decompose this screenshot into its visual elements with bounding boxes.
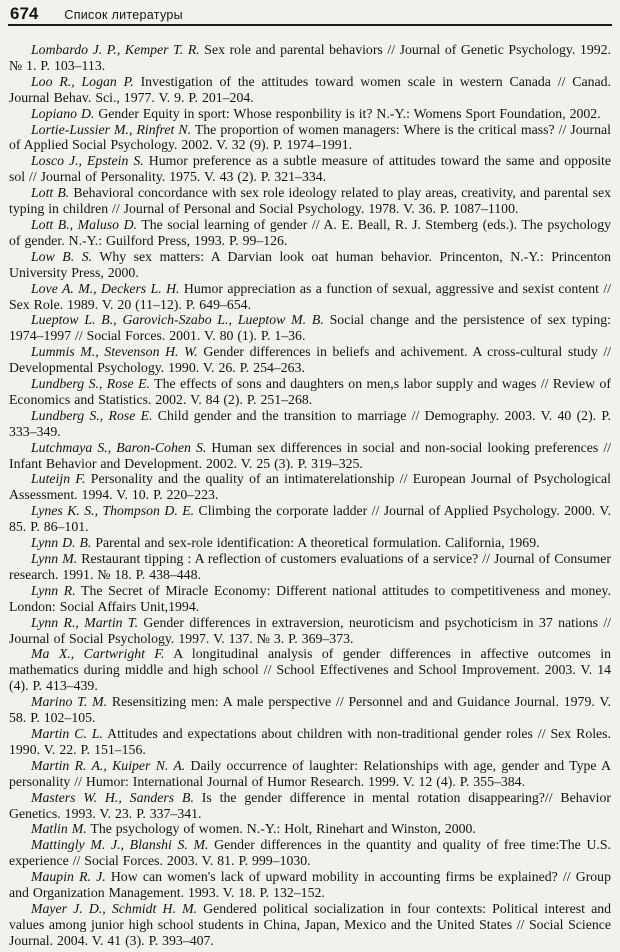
bibliography-entry [9, 249, 611, 281]
entry-authors: Lynn M. [31, 551, 78, 566]
page-number: 674 [10, 4, 39, 23]
entry-authors: Lombardo J. P., Kemper T. R. [31, 42, 200, 57]
bibliography-entry [9, 869, 611, 901]
bibliography-list [8, 42, 612, 949]
bibliography-entry [9, 837, 611, 869]
entry-text: The proportion of women managers: Where is the critical mass? // Journal of Applied Social Psychology. 2002. V. 32 (9). P. 1974–1991. [9, 121, 611, 153]
entry-authors: Loo R., Logan P. [31, 73, 134, 89]
entry-authors: Lott B., Maluso D. [31, 216, 138, 232]
entry-authors: Low B. S. [31, 248, 93, 264]
entry-authors: Lopiano D. [31, 105, 95, 121]
entry-text: Investigation of the attitudes toward women scale in western Canada // Canad. Journal Behav. Sci., 1977. V. 9. P. 201–204. [9, 73, 611, 105]
entry-text: Personality and the quality of an intimaterelationship // European Journal of Psychological Assessment. 1994. V. 10. P. 220–223. [9, 471, 611, 503]
entry-text: The effects of sons and daughters on men,s labor supply and wages // Review of Economics and Statistics. 2002. V. 84 (2). P. 251–268. [9, 376, 611, 407]
entry-authors: Ma X., Cartwright F. [31, 646, 165, 662]
entry-text: Gender Equity in sport: Whose responbility is it? N.-Y.: Womens Sport Foundation, 2002. [94, 105, 601, 121]
entry-authors: Lynn D. B. [31, 535, 92, 551]
entry-authors: Lott B. [31, 185, 70, 201]
entry-text: Why sex matters: A Darvian look oat human behavior. Princenton, N.-Y.: Princenton University Press, 2000. [9, 248, 611, 280]
entry-authors: Lundberg S., Rose E. [31, 407, 153, 423]
entry-authors: Mattingly M. J., Blanshi S. M. [31, 837, 209, 853]
entry-authors: Lynn R. [31, 582, 76, 598]
bibliography-entry [9, 583, 611, 615]
entry-text: The Secret of Miracle Economy: Different national attitudes to competitiveness and money. London: Social Affairs Unit,1994. [9, 582, 612, 614]
bibliography-entry [9, 42, 611, 74]
entry-authors: Martin C. L. [31, 725, 103, 741]
bibliography-entry [9, 106, 611, 122]
entry-text: Is the gender difference in mental rotation disappearing?// Behavior Genetics. 1993. V. 23. P. 337–341. [9, 789, 612, 821]
bibliography-entry [9, 551, 611, 583]
bibliography-entry [9, 694, 611, 726]
bibliography-entry [9, 790, 611, 822]
entry-authors: Matlin M. [31, 821, 87, 837]
bibliography-entry [9, 615, 611, 647]
entry-text: Climbing the corporate ladder // Journal of Applied Psychology. 2000. V. 85. P. 86–101. [9, 503, 611, 535]
entry-authors: Masters W. H., Sanders B. [31, 789, 194, 805]
entry-authors: Luteijn F. [31, 471, 86, 487]
entry-authors: Lutchmaya S., Baron-Cohen S. [31, 439, 207, 455]
bibliography-entry [9, 312, 611, 344]
bibliography-entry [9, 217, 611, 249]
bibliography-entry [9, 281, 611, 313]
bibliography-entry [9, 408, 611, 440]
entry-text: Social change and the persistence of sex typing: 1974–1997 // Social Forces. 2001. V. 80 (1). P. 1–36. [9, 312, 611, 344]
entry-authors: Lummis M., Stevenson H. W. [31, 344, 198, 360]
entry-text: Gender differences in extraversion, neuroticism and psychoticism in 37 nations // Journal of Social Psychology. 1997. V. 137. № 3. P. 369–373. [9, 614, 611, 646]
entry-text: A longitudinal analysis of gender differences in affective outcomes in mathematics during middle and high school // School Effectivenes and School Improvement. 2003. V. 14 (4). P. 413–439. [9, 646, 611, 694]
bibliography-entry [9, 646, 611, 694]
bibliography-entry [9, 901, 611, 949]
entry-authors: Lynes K. S., Thompson D. E. [31, 503, 195, 519]
entry-text: Sex role and parental behaviors // Journal of Genetic Psychology. 1992. № 1. P. 103–113. [9, 42, 611, 73]
bibliography-entry [9, 376, 611, 408]
bibliography-entry [9, 344, 611, 376]
bibliography-entry [9, 122, 611, 154]
entry-text: Behavioral concordance with sex role ideology related to play areas, creativity, and parental sex typing in children // Journal of Personal and Social Psychology. 1978. V. 36. P. 1087–1100. [9, 185, 611, 217]
entry-text: Attitudes and expectations about children with non-traditional gender roles // Sex Roles. 1990. V. 22. P. 151–156. [9, 725, 611, 757]
bibliography-entry [9, 471, 611, 503]
page-header [8, 5, 612, 26]
entry-text: Restaurant tipping : A reflection of customers evaluations of a service? // Journal of Consumer research. 1991. № 18. P. 438–448. [9, 551, 612, 582]
bibliography-entry [9, 440, 611, 472]
entry-authors: Lortie-Lussier M., Rinfret N. [31, 121, 192, 137]
entry-authors: Mayer J. D., Schmidt H. M. [31, 900, 198, 916]
entry-text: Daily occurrence of laughter: Relationships with age, gender and Type A personality // Humor: International Journal of Humor Research. 1999. V. 12 (4). P. 355–384. [9, 757, 611, 789]
entry-text: Humor appreciation as a function of sexual, aggressive and sexist content // Sex Role. 1989. V. 20 (11–12). P. 649–654. [9, 280, 611, 312]
bibliography-entry [9, 153, 611, 185]
entry-text: Gender differences in beliefs and achivement. A cross-cultural study // Developmental Psychology. 1990. V. 26. P. 254–263. [9, 344, 611, 376]
bibliography-entry [9, 821, 611, 837]
entry-text: The social learning of gender // A. E. Beall, R. J. Stemberg (eds.). The psychology of gender. N.-Y.: Guilford Press, 1993. P. 99–126. [9, 216, 611, 248]
entry-authors: Love A. M., Deckers L. H. [31, 280, 180, 296]
entry-authors: Martin R. A., Kuiper N. A. [31, 757, 186, 773]
entry-text: Gender differences in the quantity and quality of free time:The U.S. experience // Social Forces. 2003. V. 81. P. 999–1030. [9, 837, 611, 869]
entry-text: Parental and sex-role identification: A theoretical formulation. California, 1969. [91, 535, 540, 551]
entry-text: Gendered political socialization in four contexts: Political interest and values among junior high school students in China, Japan, Mexico and the United States // Social Science Journal. 2004. V. 41 (3). P. 393–407. [9, 900, 611, 948]
entry-text: Child gender and the transition to marriage // Demography. 2003. V. 40 (2). P. 333–349. [9, 407, 611, 439]
bibliography-entry [9, 503, 611, 535]
bibliography-entry [9, 535, 611, 551]
entry-text: The psychology of women. N.-Y.: Holt, Rinehart and Winston, 2000. [86, 821, 476, 837]
bibliography-entry [9, 74, 611, 106]
entry-authors: Marino T. M. [31, 694, 108, 710]
bibliography-entry [9, 758, 611, 790]
entry-authors: Losco J., Epstein S. [31, 153, 144, 169]
bibliography-entry [9, 185, 611, 217]
entry-text: How can women's lack of upward mobility in accounting firms be explained? // Group and Organization Management. 1993. V. 18. P. 132–152. [9, 869, 611, 901]
entry-text: Humor preference as a subtle measure of attitudes toward the same and opposite sol // Journal of Personality. 1975. V. 43 (2). P. 321–334. [9, 153, 611, 185]
entry-text: Resensitizing men: A male perspective // Personnel and and Guidance Journal. 1979. V. 58. P. 102–105. [9, 694, 611, 726]
entry-authors: Maupin R. J. [31, 869, 106, 885]
entry-text: Human sex differences in social and non-social looking preferences // Infant Behavior and Development. 2002. V. 25 (3). P. 319–325. [9, 439, 611, 471]
running-head-title: Список литературы [64, 8, 183, 22]
bibliography-entry [9, 726, 611, 758]
entry-authors: Lueptow L. B., Garovich-Szabo L., Lueptow M. B. [31, 312, 324, 328]
entry-authors: Lynn R., Martin T. [31, 614, 139, 630]
entry-authors: Lundberg S., Rose E. [31, 376, 150, 392]
